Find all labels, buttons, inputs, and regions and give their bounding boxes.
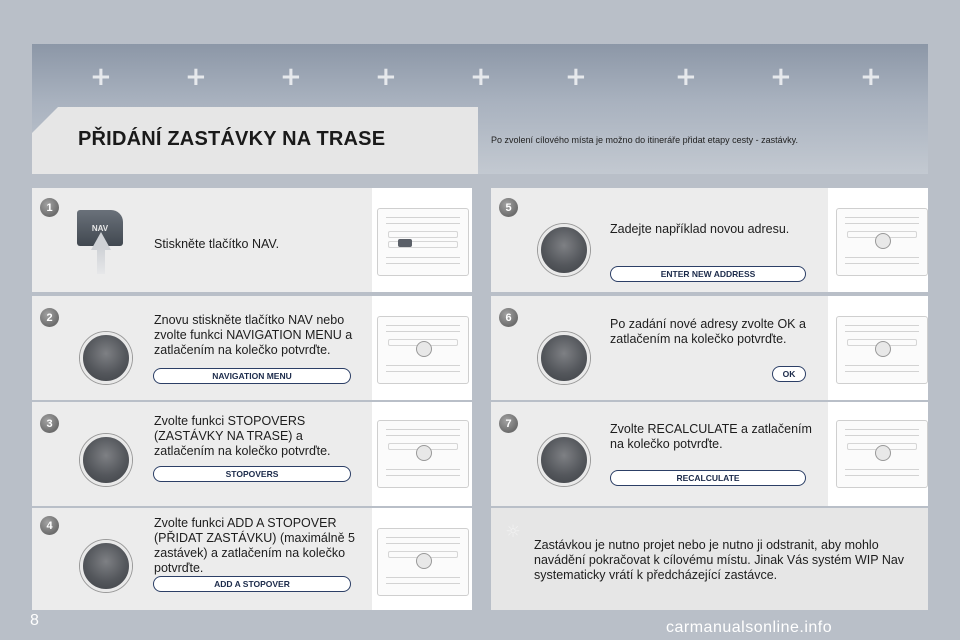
plus-icon: + <box>565 62 587 92</box>
plus-icon: + <box>675 62 697 92</box>
lightbulb-icon: ☼ <box>505 522 521 542</box>
radio-panel-icon <box>836 316 928 384</box>
nav-key-highlight <box>398 239 412 247</box>
radio-panel-icon <box>836 420 928 488</box>
watermark: carmanualsonline.info <box>666 619 833 636</box>
menu-pill: RECALCULATE <box>610 470 806 486</box>
press-arrow-stem <box>97 248 105 274</box>
step-text: Zvolte funkci STOPOVERS (ZASTÁVKY NA TRASE) a zatlačením na kolečko potvrďte. <box>154 414 331 458</box>
menu-pill: NAVIGATION MENU <box>153 368 351 384</box>
page-title: PŘIDÁNÍ ZASTÁVKY NA TRASE <box>78 128 386 150</box>
plus-icon: + <box>185 62 207 92</box>
radio-panel-icon <box>377 316 469 384</box>
step-number: 2 <box>40 308 59 327</box>
radio-panel-icon <box>377 420 469 488</box>
step-text: Po zadání nové adresy zvolte OK a zatlačením na kolečko potvrďte. <box>610 317 806 346</box>
plus-icon: + <box>90 62 112 92</box>
step-text: Zvolte funkci ADD A STOPOVER (PŘIDAT ZASTÁVKU) (maximálně 5 zastávek) a zatlačením na kolečko potvrďte. <box>154 516 355 575</box>
plus-icon: + <box>280 62 302 92</box>
tip-box <box>491 508 928 610</box>
radio-panel-icon <box>377 528 469 596</box>
step-number: 3 <box>40 414 59 433</box>
intro-text: Po zvolení cílového místa je možno do itineráře přidat etapy cesty - zastávky. <box>491 135 798 145</box>
menu-pill: STOPOVERS <box>153 466 351 482</box>
rotary-knob-icon <box>80 332 132 384</box>
step-text: Zvolte RECALCULATE a zatlačením na kolečko potvrďte. <box>610 422 812 451</box>
plus-icon: + <box>770 62 792 92</box>
tip-text: Zastávkou je nutno projet nebo je nutno ji odstranit, aby mohlo navádění pokračovat k cílovému místu. Jinak Vás systém WIP Nav systematicky vrátí k předcházející zastávce. <box>534 538 905 582</box>
page-number: 8 <box>30 612 39 629</box>
rotary-knob-icon <box>538 332 590 384</box>
nav-button: NAV <box>77 210 123 246</box>
rotary-knob-icon <box>80 540 132 592</box>
step-text: Znovu stiskněte tlačítko NAV nebo zvolte funkci NAVIGATION MENU a zatlačením na kolečko potvrďte. <box>154 313 353 357</box>
radio-panel-icon <box>377 208 469 276</box>
step-text: Zadejte například novou adresu. <box>610 222 790 236</box>
menu-pill: OK <box>772 366 806 382</box>
radio-panel-icon <box>836 208 928 276</box>
menu-pill: ADD A STOPOVER <box>153 576 351 592</box>
step-number: 7 <box>499 414 518 433</box>
menu-pill: ENTER NEW ADDRESS <box>610 266 806 282</box>
plus-icon: + <box>375 62 397 92</box>
step-number: 5 <box>499 198 518 217</box>
rotary-knob-icon <box>538 224 590 276</box>
step-number: 6 <box>499 308 518 327</box>
rotary-knob-icon <box>80 434 132 486</box>
step-text: Stiskněte tlačítko NAV. <box>154 237 280 251</box>
plus-icon: + <box>860 62 882 92</box>
step-number: 1 <box>40 198 59 217</box>
rotary-knob-icon <box>538 434 590 486</box>
decorative-plus-row <box>32 54 928 94</box>
plus-icon: + <box>470 62 492 92</box>
step-number: 4 <box>40 516 59 535</box>
